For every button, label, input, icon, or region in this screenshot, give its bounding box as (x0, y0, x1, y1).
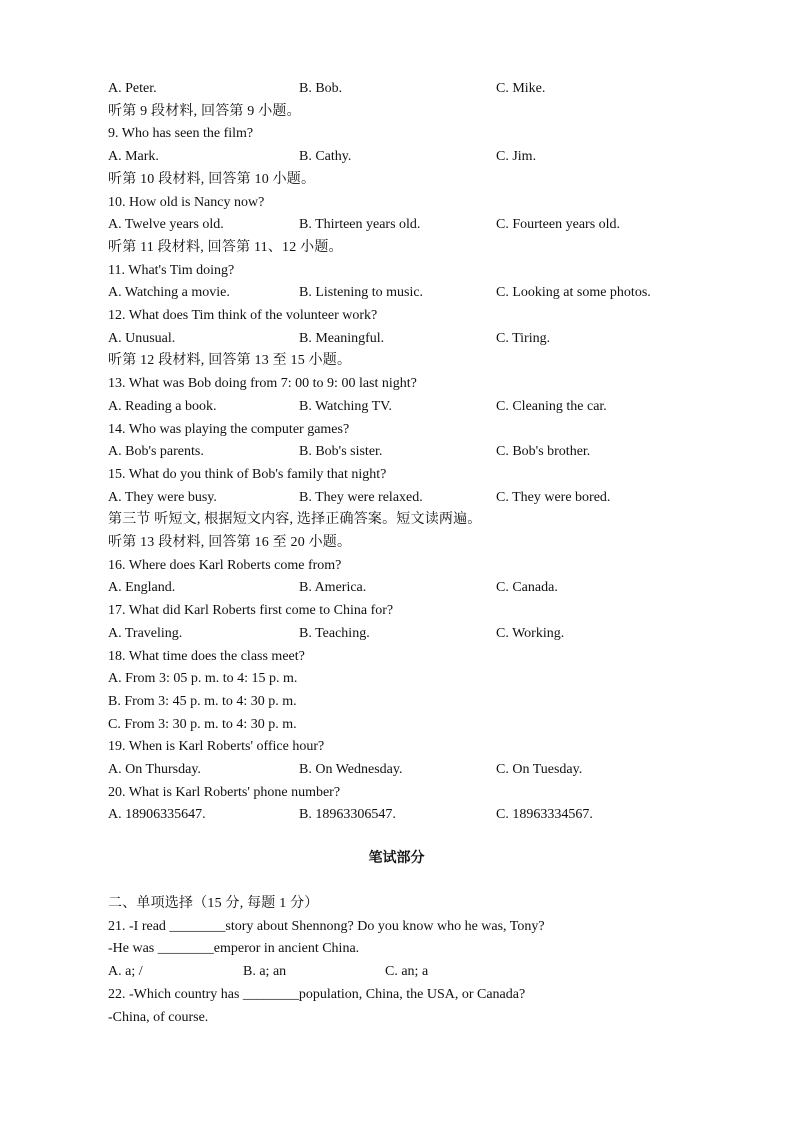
answer-option-b: B. Listening to music. (299, 285, 424, 301)
question-text: -He was ________emperor in ancient China. (108, 941, 360, 957)
answer-option-a: A. 18906335647. (108, 807, 206, 823)
answer-option-b: B. On Wednesday. (299, 762, 403, 777)
answer-option-c: C. Looking at some photos. (496, 285, 651, 301)
answer-option-b: B. They were relaxed. (299, 489, 423, 505)
question-text: 17. What did Karl Roberts first come to China for? (108, 603, 394, 619)
section-instruction: 听第 10 段材料, 回答第 10 小题。 (108, 171, 316, 187)
answer-option-b: B. Cathy. (299, 149, 352, 165)
answer-option-c: C. Working. (496, 625, 565, 641)
answer-option-a: A. They were busy. (108, 489, 217, 505)
question-text: 14. Who was playing the computer games? (108, 421, 350, 437)
question-text: 16. Where does Karl Roberts come from? (108, 557, 342, 573)
question-text: 15. What do you think of Bob's family that night? (108, 466, 387, 482)
question-text: B. From 3: 45 p. m. to 4: 30 p. m. (108, 693, 297, 709)
answer-option-b: B. a; an (243, 964, 287, 980)
answer-option-c: C. Fourteen years old. (496, 217, 621, 233)
answer-option-a: A. Traveling. (108, 625, 183, 641)
section-instruction: 第三节 听短文, 根据短文内容, 选择正确答案。短文读两遍。 (108, 512, 482, 528)
answer-option-c: C. Jim. (496, 149, 537, 165)
question-text: 11. What's Tim doing? (108, 262, 235, 278)
answer-option-a: A. Bob's parents. (108, 444, 204, 460)
answer-option-b: B. Thirteen years old. (299, 217, 421, 233)
question-text: 9. Who has seen the film? (108, 126, 254, 142)
answer-option-a: A. Unusual. (108, 330, 176, 346)
question-text: 22. -Which country has ________population, China, the USA, or Canada? (108, 986, 526, 1002)
question-text: 20. What is Karl Roberts' phone number? (108, 784, 341, 800)
answer-option-c: C. Mike. (496, 81, 546, 96)
question-text: 19. When is Karl Roberts' office hour? (108, 739, 325, 755)
question-text: 10. How old is Nancy now? (108, 194, 265, 210)
section-instruction: 听第 13 段材料, 回答第 16 至 20 小题。 (108, 535, 352, 550)
answer-option-a: A. Twelve years old. (108, 217, 224, 233)
section-title: 笔试部分 (368, 851, 425, 866)
answer-option-a: A. Watching a movie. (108, 285, 230, 301)
question-text: 21. -I read ________story about Shennong? Do you know who he was, Tony? (108, 918, 545, 934)
question-text: 18. What time does the class meet? (108, 648, 305, 664)
answer-option-b: B. Bob. (299, 81, 343, 96)
answer-option-c: C. Cleaning the car. (496, 398, 607, 414)
answer-option-a: A. England. (108, 580, 176, 596)
section-instruction: 听第 11 段材料, 回答第 11、12 小题。 (108, 239, 343, 255)
answer-option-c: C. Bob's brother. (496, 444, 591, 460)
answer-option-c: C. On Tuesday. (496, 762, 583, 777)
question-text: A. From 3: 05 p. m. to 4: 15 p. m. (108, 671, 298, 687)
section-instruction: 听第 9 段材料, 回答第 9 小题。 (108, 103, 301, 119)
answer-option-a: A. Peter. (108, 81, 157, 96)
answer-option-c: C. 18963334567. (496, 807, 593, 823)
section-instruction: 听第 12 段材料, 回答第 13 至 15 小题。 (108, 353, 352, 369)
answer-option-c: C. Tiring. (496, 330, 551, 346)
answer-option-a: A. Reading a book. (108, 398, 217, 414)
answer-option-c: C. an; a (385, 964, 429, 980)
question-text: C. From 3: 30 p. m. to 4: 30 p. m. (108, 716, 297, 732)
answer-option-b: B. Teaching. (299, 625, 370, 641)
answer-option-b: B. America. (299, 580, 367, 596)
answer-option-a: A. On Thursday. (108, 762, 201, 777)
answer-option-a: A. Mark. (108, 149, 159, 165)
answer-option-b: B. 18963306547. (299, 807, 396, 823)
answer-option-a: A. a; / (108, 964, 143, 980)
answer-option-c: C. Canada. (496, 580, 558, 596)
question-text: 13. What was Bob doing from 7: 00 to 9: 00 last night? (108, 376, 417, 392)
answer-option-b: B. Bob's sister. (299, 444, 383, 460)
question-text: -China, of course. (108, 1009, 209, 1025)
answer-option-b: B. Meaningful. (299, 330, 385, 346)
answer-option-b: B. Watching TV. (299, 398, 392, 414)
question-text: 12. What does Tim think of the volunteer work? (108, 308, 378, 323)
answer-option-c: C. They were bored. (496, 489, 611, 505)
section-heading: 二、单项选择（15 分, 每题 1 分） (108, 896, 319, 911)
